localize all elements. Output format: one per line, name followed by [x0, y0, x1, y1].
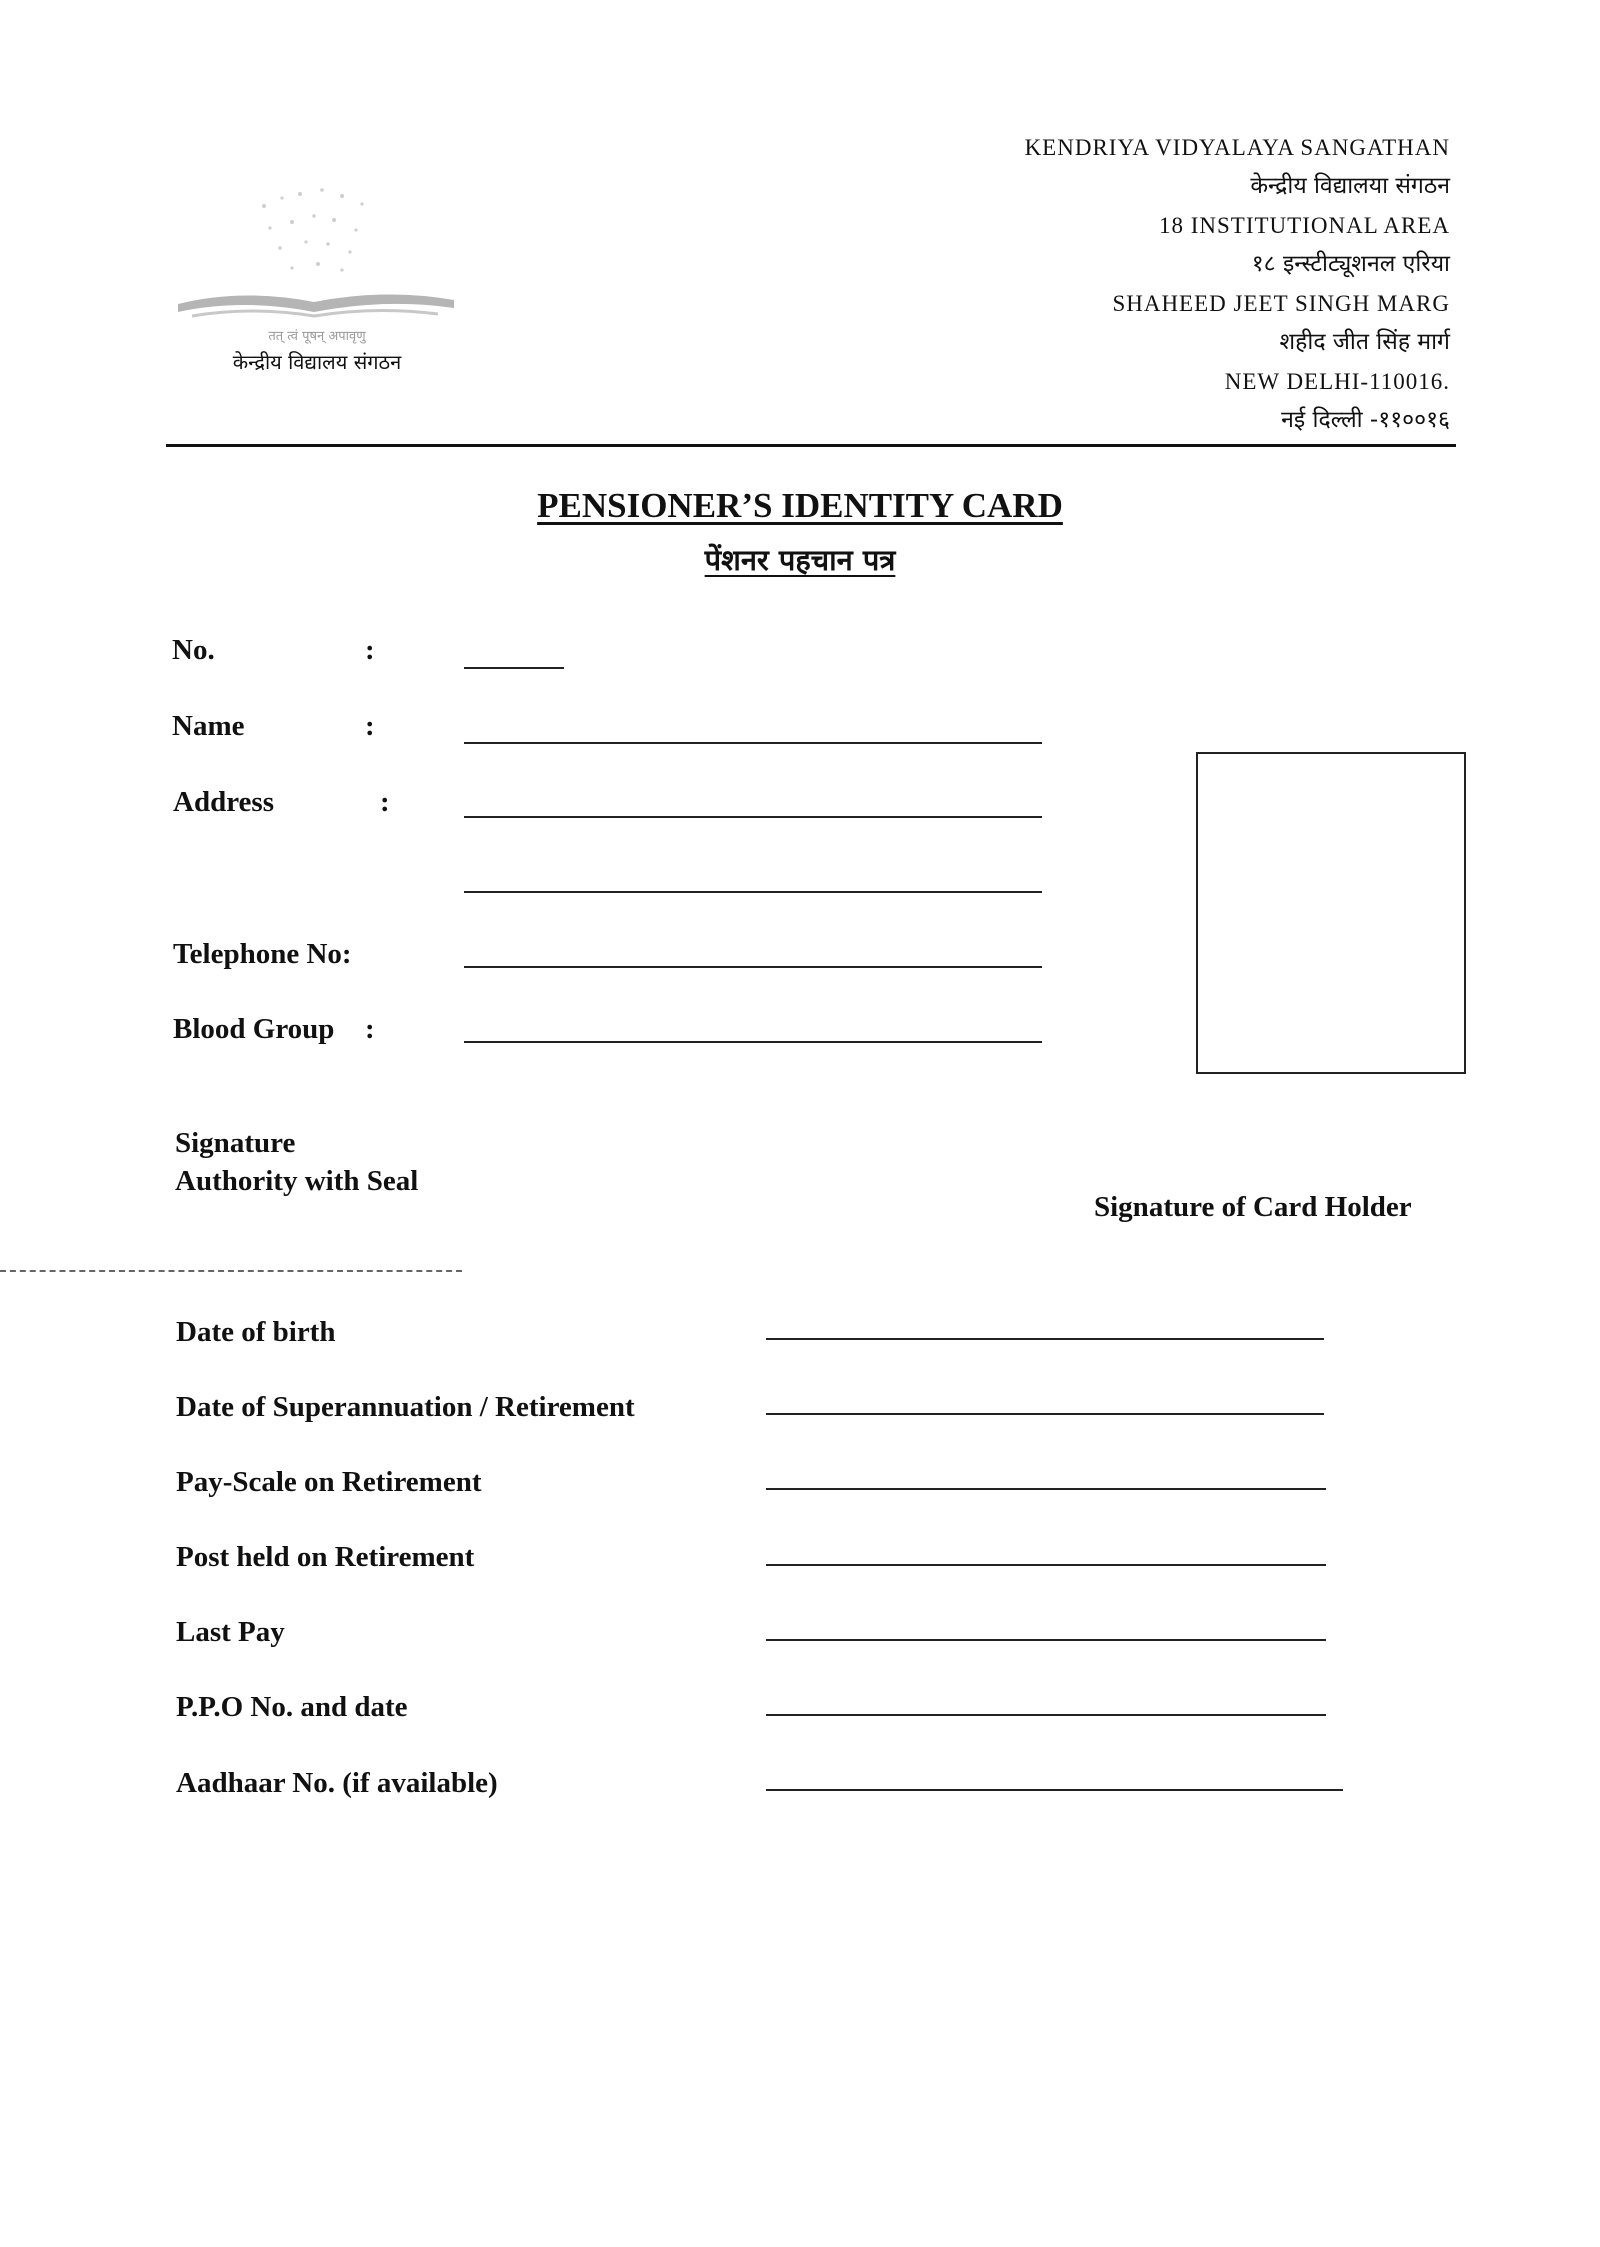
- date-of-birth-label: Date of birth: [176, 1316, 336, 1348]
- address-line: नई दिल्ली -११००१६: [1281, 407, 1450, 433]
- logo-organisation-name: केन्द्रीय विद्यालय संगठन: [232, 350, 402, 374]
- signature-holder-label: Signature of Card Holder: [1094, 1191, 1412, 1223]
- cut-line: [0, 1270, 462, 1272]
- address-line: NEW DELHI-110016.: [1224, 369, 1450, 394]
- telephone-field[interactable]: [464, 966, 1042, 968]
- pay-scale-label: Pay-Scale on Retirement: [176, 1466, 482, 1498]
- name-field[interactable]: [464, 742, 1042, 744]
- pay-scale-field[interactable]: [766, 1488, 1326, 1490]
- address-field-line-1[interactable]: [464, 816, 1042, 818]
- blood-group-field[interactable]: [464, 1041, 1042, 1043]
- aadhaar-field[interactable]: [766, 1789, 1343, 1791]
- address-line: केन्द्रीय विद्यालया संगठन: [1250, 173, 1450, 199]
- lamp-emblem-icon: [172, 176, 462, 326]
- no-label: No.: [172, 634, 215, 666]
- logo-motto: तत् त्वं पूषन् अपावृणु: [268, 329, 366, 344]
- page-title: PENSIONER’S IDENTITY CARD: [537, 486, 1063, 525]
- photo-box: [1196, 752, 1466, 1074]
- organisation-address: [890, 128, 1450, 440]
- signature-authority-label: [175, 1124, 418, 1200]
- header-divider: [166, 444, 1456, 447]
- address-line: 18 INSTITUTIONAL AREA: [1158, 213, 1450, 238]
- address-line: १८ इन्स्टीट्यूशनल एरिया: [1251, 251, 1450, 277]
- ppo-number-field[interactable]: [766, 1714, 1326, 1716]
- signature-authority-line: Signature: [175, 1127, 296, 1159]
- date-of-birth-field[interactable]: [766, 1338, 1324, 1340]
- address-label: Address: [173, 786, 274, 818]
- name-colon: :: [365, 710, 375, 742]
- superannuation-date-field[interactable]: [766, 1413, 1324, 1415]
- kvs-logo: [172, 176, 462, 396]
- blood-group-colon: :: [365, 1013, 375, 1045]
- address-line: SHAHEED JEET SINGH MARG: [1112, 291, 1450, 316]
- last-pay-field[interactable]: [766, 1639, 1326, 1641]
- telephone-label: Telephone No:: [173, 938, 352, 970]
- no-field[interactable]: [464, 667, 564, 669]
- last-pay-label: Last Pay: [176, 1616, 285, 1648]
- name-label: Name: [172, 710, 245, 742]
- superannuation-date-label: Date of Superannuation / Retirement: [176, 1391, 635, 1423]
- address-line: KENDRIYA VIDYALAYA SANGATHAN: [1024, 135, 1450, 160]
- no-colon: :: [365, 634, 375, 666]
- blood-group-label: Blood Group: [173, 1013, 335, 1045]
- post-held-field[interactable]: [766, 1564, 1326, 1566]
- signature-authority-line: Authority with Seal: [175, 1165, 419, 1197]
- page-title-hindi: पेंशनर पहचान पत्र: [704, 543, 896, 577]
- address-field-line-2[interactable]: [464, 891, 1042, 893]
- address-colon: :: [380, 786, 390, 818]
- address-line: शहीद जीत सिंह मार्ग: [1279, 329, 1450, 355]
- aadhaar-label: Aadhaar No. (if available): [176, 1767, 498, 1799]
- post-held-label: Post held on Retirement: [176, 1541, 475, 1573]
- ppo-number-label: P.P.O No. and date: [176, 1691, 408, 1723]
